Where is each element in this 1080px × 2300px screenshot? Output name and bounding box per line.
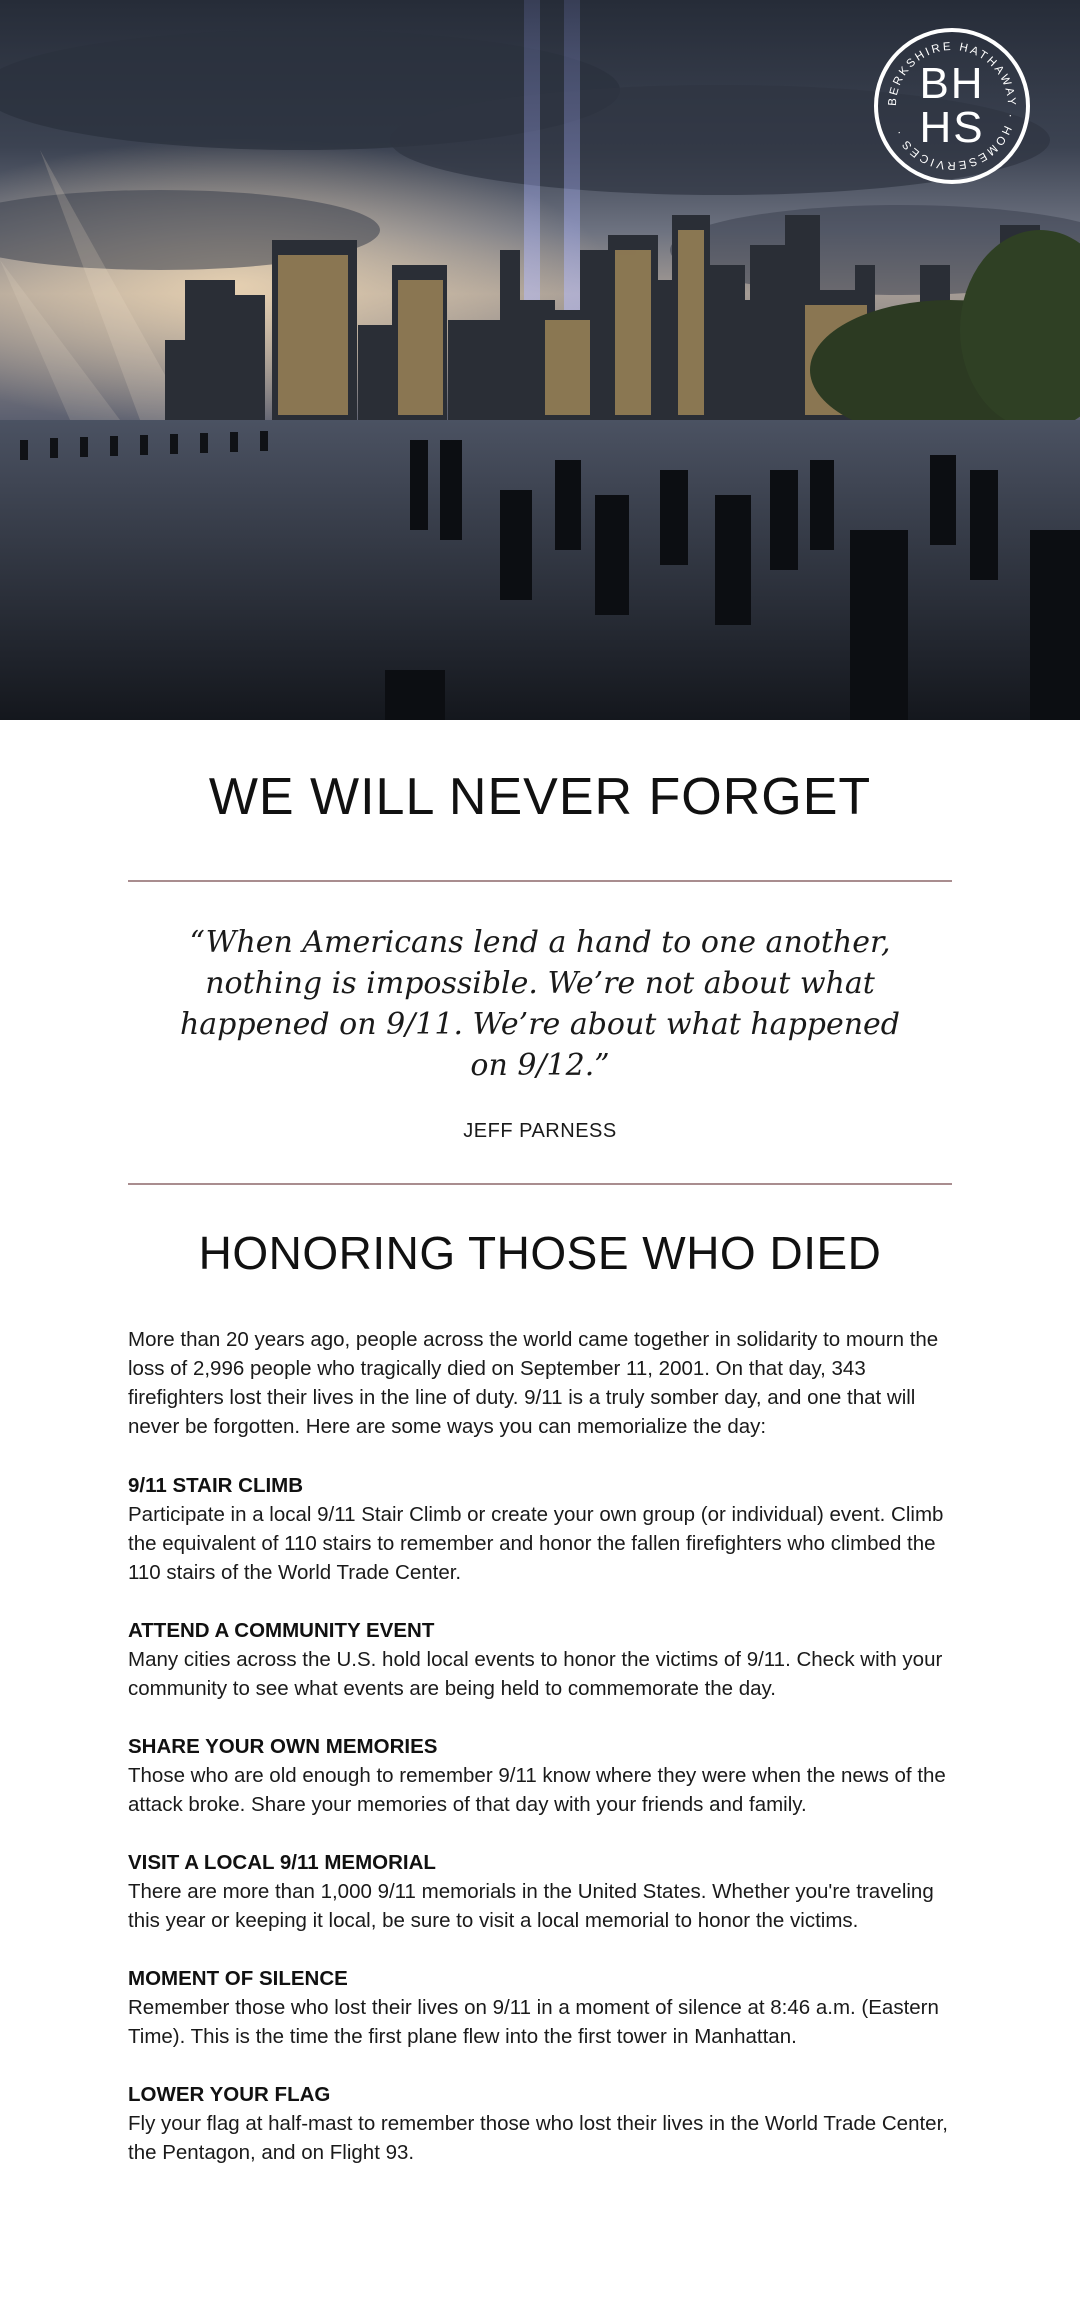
logo-line2: HS	[919, 103, 985, 152]
item-title: 9/11 STAIR CLIMB	[128, 1474, 304, 1497]
intro-paragraph: More than 20 years ago, people across the world came together in solidarity to mourn the loss of 2,996 people who tragically died on September 11, 2001. On that day, 343 firefighters lost their lives in the line of duty. 9/11 is a truly somber day, and one that will never be forgotten. Here are some ways you can memorialize the day:	[128, 1328, 939, 1438]
item-text: Participate in a local 9/11 Stair Climb or create your own group (or individual) event. Climb the equivalent of 110 stairs to remember and honor the fallen firefighters who climbed the 110 stairs of the World Trade Center.	[128, 1503, 944, 1584]
page-title: WE WILL NEVER FORGET	[208, 768, 872, 826]
article	[128, 720, 952, 2167]
divider-top	[128, 880, 952, 882]
list-item	[128, 1616, 952, 1703]
item-title: LOWER YOUR FLAG	[128, 2083, 331, 2106]
logo-line1: BH	[919, 59, 985, 108]
quote-text: “When Americans lend a hand to one another, nothing is impossible. We’re not about what happened on 9/11. We’re about what happened on 9/12.”	[179, 925, 901, 1083]
list-item	[128, 1471, 952, 1587]
hero-image	[0, 0, 1080, 720]
item-title: MOMENT OF SILENCE	[128, 1967, 348, 1990]
list-item	[128, 2080, 952, 2167]
item-title: ATTEND A COMMUNITY EVENT	[128, 1619, 435, 1642]
list-item	[128, 1732, 952, 1819]
item-text: Fly your flag at half-mast to remember those who lost their lives in the World Trade Center, the Pentagon, and on Flight 93.	[128, 2112, 948, 2164]
item-text: There are more than 1,000 9/11 memorials in the United States. Whether you're traveling this year or keeping it local, be sure to visit a local memorial to honor the victims.	[128, 1880, 934, 1932]
quote-author: JEFF PARNESS	[463, 1120, 617, 1142]
item-title: SHARE YOUR OWN MEMORIES	[128, 1735, 438, 1758]
item-text: Remember those who lost their lives on 9/11 in a moment of silence at 8:46 a.m. (Eastern Time). This is the time the first plane flew into the first tower in Manhattan.	[128, 1996, 939, 2048]
list-item	[128, 1964, 952, 2051]
bhhs-logo	[872, 26, 1032, 186]
logo-ring-text: BERKSHIRE HATHAWAY · HOMESERVICES ·	[886, 40, 1018, 172]
section-title: HONORING THOSE WHO DIED	[198, 1227, 882, 1279]
item-text: Those who are old enough to remember 9/11 know where they were when the news of the attack broke. Share your memories of that day with your friends and family.	[128, 1764, 946, 1816]
item-text: Many cities across the U.S. hold local events to honor the victims of 9/11. Check with your community to see what events are being held to commemorate the day.	[128, 1648, 943, 1700]
list-item	[128, 1848, 952, 1935]
memorial-ideas-list	[128, 1471, 952, 2167]
item-title: VISIT A LOCAL 9/11 MEMORIAL	[128, 1851, 436, 1874]
divider-bottom	[128, 1183, 952, 1185]
